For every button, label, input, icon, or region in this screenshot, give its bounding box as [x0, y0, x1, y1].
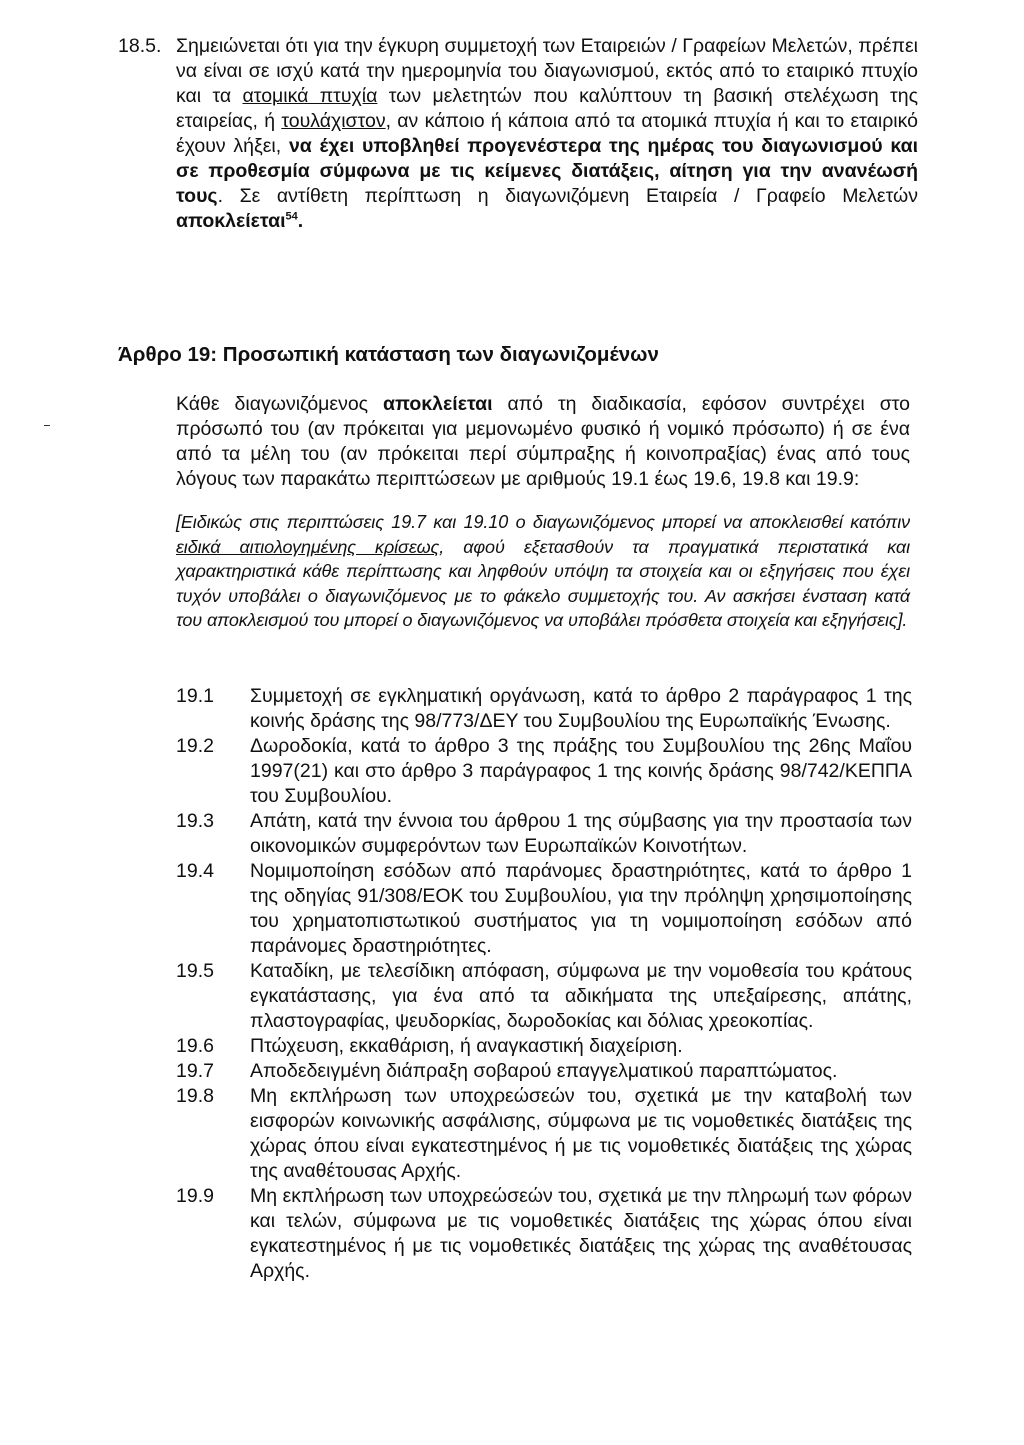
article-heading: Άρθρο 19: Προσωπική κατάσταση των διαγωνιζομένων	[118, 343, 659, 366]
article-intro	[176, 392, 910, 492]
footnote-marker[interactable]: 54	[285, 210, 298, 223]
text-run: , αν κάποιο ή κάποια από τα ατομικά πτυχία ή και το εταιρικό έχουν λήξει,	[176, 110, 918, 157]
list-item	[176, 859, 912, 959]
list-item	[176, 1034, 912, 1059]
cases-list	[176, 684, 912, 1284]
section-number: 18.5.	[118, 35, 162, 57]
case-text: Καταδίκη, με τελεσίδικη απόφαση, σύμφωνα με την νομοθεσία του κράτους εγκατάστασης, για ένα από τα αδικήματα της υπεξαίρεσης, απάτης, πλαστογραφίας, ψευδορκίας, δωροδοκίας και δόλιας χρεοκοπίας.	[250, 960, 912, 1032]
text-run: . Σε αντίθετη περίπτωση η διαγωνιζόμενη Εταιρεία / Γραφείο Μελετών	[217, 185, 918, 207]
list-item	[176, 959, 912, 1034]
case-number: 19.9	[176, 1185, 214, 1207]
case-text: Πτώχευση, εκκαθάριση, ή αναγκαστική διαχείριση.	[250, 1035, 683, 1057]
text-run: από τη διαδικασία, εφόσον συντρέχει στο πρόσωπό του (αν πρόκειται για μεμονωμένο φυσικό ή νομικό πρόσωπο) ή σε ένα από τα μέλη του (αν πρόκειται περί σύμπραξης ή κοινοπραξίας) ένας από τους λόγους των παρακάτω περιπτώσεων με αριθμούς 19.1 έως 19.6, 19.8 και 19.9:	[176, 393, 910, 490]
bold-text: να έχει υποβληθεί προγενέστερα της ημέρας του διαγωνισμού και σε προθεσμία σύμφωνα με τις κείμενες διατάξεις, αίτηση για την ανανέωσή τους	[176, 135, 918, 207]
underlined-text: ειδικά αιτιολογημένης κρίσεως	[176, 536, 440, 557]
case-number: 19.1	[176, 685, 214, 707]
section-18-5	[118, 34, 918, 234]
bold-text: αποκλείεται	[383, 393, 493, 415]
case-number: 19.7	[176, 1060, 214, 1082]
list-item	[176, 1084, 912, 1184]
case-text: Μη εκπλήρωση των υποχρεώσεών του, σχετικά με την πληρωμή των φόρων και τελών, σύμφωνα με τις νομοθετικές διατάξεις της χώρας όπου είναι εγκατεστημένος ή με τις νομοθετικές διατάξεις της χώρας της αναθέτουσας Αρχής.	[250, 1185, 912, 1282]
case-text: Δωροδοκία, κατά το άρθρο 3 της πράξης του Συμβουλίου της 26ης Μαΐου 1997(21) και στο άρθρο 3 παράγραφος 1 της κοινής δράσης 98/742/ΚΕΠΠΑ του Συμβουλίου.	[250, 735, 912, 807]
list-item	[176, 809, 912, 859]
case-number: 19.5	[176, 960, 214, 982]
text-run: , αφού εξετασθούν τα πραγματικά περιστατικά και χαρακτηριστικά κάθε περίπτωσης και ληφθούν υπόψη τα στοιχεία και οι εξηγήσεις που έχει τυχόν υποβάλει ο διαγωνιζόμενος με το φάκελο συμμετοχής του. Αν ασκήσει ένσταση κατά του αποκλεισμού του μπορεί ο διαγωνιζόμενος να υποβάλει πρόσθετα στοιχεία και εξηγήσεις].	[176, 536, 910, 630]
underlined-text: τουλάχιστον	[281, 110, 386, 132]
underlined-text: ατομικά πτυχία	[242, 85, 378, 107]
margin-mark	[44, 425, 50, 426]
case-number: 19.2	[176, 735, 214, 757]
case-text: Αποδεδειγμένη διάπραξη σοβαρού επαγγελματικού παραπτώματος.	[250, 1060, 838, 1082]
case-number: 19.8	[176, 1085, 214, 1107]
text-run: [Ειδικώς στις περιπτώσεις 19.7 και 19.10 ο διαγωνιζόμενος μπορεί να αποκλεισθεί κατόπιν	[176, 512, 910, 532]
text-run: των μελετητών που καλύπτουν τη βασική στελέχωση της εταιρείας, ή	[176, 85, 919, 132]
case-text: Μη εκπλήρωση των υποχρεώσεών του, σχετικά με την καταβολή των εισφορών κοινωνικής ασφάλισης, σύμφωνα με τις νομοθετικές διατάξεις της χώρας όπου είναι εγκατεστημένος ή με τις νομοθετικές διατάξεις της χώρας της αναθέτουσας Αρχής.	[250, 1085, 912, 1182]
case-text: Νομιμοποίηση εσόδων από παράνομες δραστηριότητες, κατά το άρθρο 1 της οδηγίας 91/308/ΕΟΚ του Συμβουλίου, για την πρόληψη χρησιμοποίησης του χρηματοπιστωτικού συστήματος για τη νομιμοποίηση εσόδων από παράνομες δραστηριότητες.	[250, 860, 912, 957]
list-item	[176, 1184, 912, 1284]
case-number: 19.6	[176, 1035, 214, 1057]
case-number: 19.4	[176, 860, 214, 882]
case-text: Συμμετοχή σε εγκληματική οργάνωση, κατά το άρθρο 2 παράγραφος 1 της κοινής δράσης της 98/773/ΔΕΥ του Συμβουλίου της Ευρωπαϊκής Ένωσης.	[250, 685, 912, 732]
list-item	[176, 1059, 912, 1084]
list-item	[176, 684, 912, 734]
case-text: Απάτη, κατά την έννοια του άρθρου 1 της σύμβασης για την προστασία των οικονομικών συμφερόντων των Ευρωπαϊκών Κοινοτήτων.	[250, 810, 912, 857]
text-run: Κάθε διαγωνιζόμενος	[176, 393, 384, 415]
text-run: .	[297, 210, 304, 232]
list-item	[176, 734, 912, 809]
bold-text: αποκλείεται	[176, 210, 286, 232]
text-run: Σημειώνεται ότι για την έγκυρη συμμετοχή των Εταιρειών / Γραφείων Μελετών, πρέπει να είναι σε ισχύ κατά την ημερομηνία του διαγωνισμού, εκτός από το εταιρικό πτυχίο και τα	[176, 35, 918, 107]
case-number: 19.3	[176, 810, 214, 832]
section-18-5-text	[176, 34, 918, 234]
article-note	[176, 510, 910, 633]
